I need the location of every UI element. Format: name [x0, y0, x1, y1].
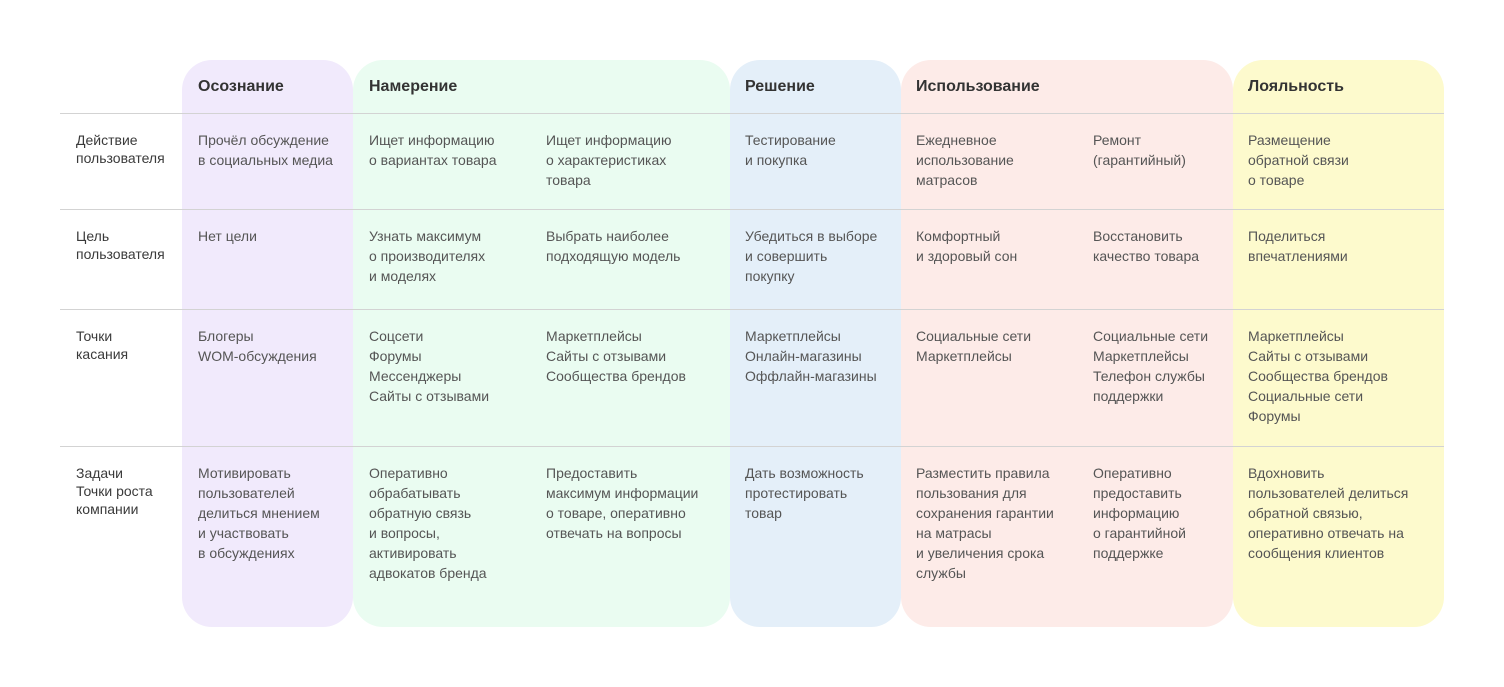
cell-action-decision: Тестирование и покупка — [745, 132, 836, 168]
cell-goal-usage-2: Восстановить качество товара — [1093, 228, 1200, 264]
cell-touchpoints-loyalty: Маркетплейсы Сайты с отзывами Сообщества брендов Социальные сети Форумы — [1248, 328, 1388, 424]
row-label-user-goal: Цель пользователя — [76, 228, 165, 262]
cell-touchpoints-intention-1: Соцсети Форумы Мессенджеры Сайты с отзывами — [369, 328, 490, 404]
cell-goal-loyalty: Поделиться впечатлениями — [1248, 228, 1348, 264]
row-divider — [60, 113, 1444, 114]
row-divider — [60, 309, 1444, 310]
cell-tasks-usage-1: Разместить правила пользования для сохранения гарантии на матрасы и увеличения срока службы — [916, 465, 1054, 581]
cell-goal-intention-1: Узнать максимум о производителях и моделях — [369, 228, 486, 284]
cell-goal-awareness: Нет цели — [198, 228, 257, 244]
cell-touchpoints-decision: Маркетплейсы Онлайн-магазины Оффлайн-магазины — [745, 328, 877, 384]
cell-action-intention-2: Ищет информацию о характеристиках товара — [546, 132, 672, 188]
row-label-user-action: Действие пользователя — [76, 132, 165, 166]
cell-tasks-intention-1: Оперативно обрабатывать обратную связь и вопросы, активировать адвокатов бренда — [369, 465, 487, 581]
row-divider — [60, 209, 1444, 210]
cell-goal-decision: Убедиться в выборе и совершить покупку — [745, 228, 878, 284]
cell-tasks-loyalty: Вдохновить пользователей делиться обратной связью, оперативно отвечать на сообщения клиентов — [1248, 465, 1409, 561]
cell-action-intention-1: Ищет информацию о вариантах товара — [369, 132, 497, 168]
cell-tasks-intention-2: Предоставить максимум информации о товаре, оперативно отвечать на вопросы — [546, 465, 699, 541]
stage-title-usage: Использование — [916, 78, 1040, 95]
row-label-company-tasks: Задачи Точки роста компании — [76, 465, 153, 517]
cell-tasks-usage-2: Оперативно предоставить информацию о гарантийной поддержке — [1093, 465, 1186, 561]
stage-title-loyalty: Лояльность — [1248, 78, 1344, 95]
cell-touchpoints-awareness: Блогеры WOM-обсуждения — [198, 328, 317, 364]
cell-tasks-awareness: Мотивировать пользователей делиться мнением и участвовать в обсуждениях — [198, 465, 320, 561]
cell-touchpoints-usage-1: Социальные сети Маркетплейсы — [916, 328, 1032, 364]
cell-action-awareness: Прочёл обсуждение в социальных медиа — [198, 132, 333, 168]
cell-goal-intention-2: Выбрать наиболее подходящую модель — [546, 228, 681, 264]
cell-goal-usage-1: Комфортный и здоровый сон — [916, 228, 1018, 264]
stage-title-decision: Решение — [745, 78, 815, 95]
row-divider — [60, 446, 1444, 447]
cell-action-loyalty: Размещение обратной связи о товаре — [1248, 132, 1349, 188]
cell-touchpoints-usage-2: Социальные сети Маркетплейсы Телефон службы поддержки — [1093, 328, 1209, 404]
cell-action-usage-1: Ежедневное использование матрасов — [916, 132, 1014, 188]
stage-title-intention: Намерение — [369, 78, 458, 95]
cell-touchpoints-intention-2: Маркетплейсы Сайты с отзывами Сообщества брендов — [546, 328, 686, 384]
stage-title-awareness: Осознание — [198, 78, 284, 95]
cell-tasks-decision: Дать возможность протестировать товар — [745, 465, 864, 521]
cell-action-usage-2: Ремонт (гарантийный) — [1093, 132, 1186, 168]
row-label-touchpoints: Точки касания — [76, 328, 129, 362]
